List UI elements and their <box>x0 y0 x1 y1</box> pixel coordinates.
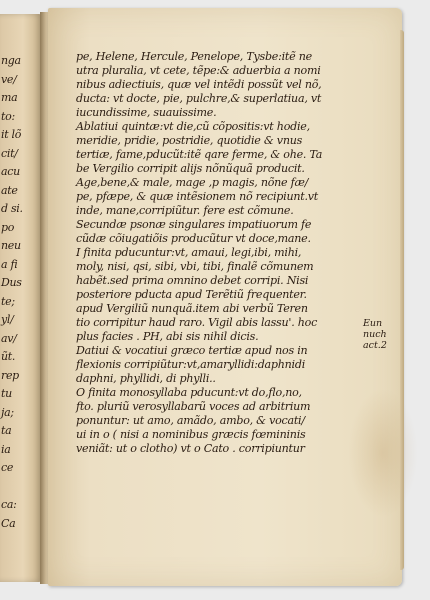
text-line: utra pluralia, vt cete, tẽpe:& aduerbia a nomi <box>76 64 321 77</box>
text-line: flexionis corripiũtur:vt,amaryllidi:daphnidi <box>76 358 306 371</box>
left-page-fragment: ũt. <box>1 350 16 363</box>
marginal-note-line: act.2 <box>363 340 387 351</box>
page-fore-edge <box>400 30 404 570</box>
left-page-fragment: Dus <box>1 276 22 289</box>
text-line: I finita pducuntur:vt, amaui, legi,ibi, mihi, <box>76 246 302 259</box>
text-line: pe, Helene, Hercule, Penelope, Tysbe:itẽ ne <box>76 50 312 63</box>
text-line: habẽt.sed prima omnino debet corripi. Nisi <box>76 274 309 287</box>
text-line: posteriore pducta apud Terẽtiũ frequenter. <box>76 288 307 301</box>
left-page-fragment: ta <box>1 424 12 437</box>
left-page-fragment: ia <box>1 442 11 456</box>
text-line: pe, pfæpe, & quæ intẽsionem nõ recipiunt.vt <box>76 190 318 203</box>
text-line: nibus adiectiuis, quæ vel intẽdi possũt vel nõ, <box>76 78 322 91</box>
left-page-fragment: a fi <box>1 257 18 271</box>
left-page-fragment: d si. <box>1 202 23 215</box>
left-page-fragment: po <box>1 220 15 234</box>
left-page-fragment: av/ <box>1 331 17 345</box>
text-line: ducta: vt docte, pie, pulchre,& superlatiua, vt <box>76 92 322 105</box>
text-line: tertiæ, fame,pducũt:itẽ qare ferme, & ohe. Ta <box>76 148 323 161</box>
text-line: plus facies . PH, abi sis nihil dicis. <box>76 330 259 343</box>
marginal-note-line: Eun <box>363 318 383 329</box>
text-line: Age,bene,& male, mage ,p magis, nõne fæ/ <box>76 176 309 189</box>
text-line: fto. pluriũ verosyllabarũ voces ad arbitrium <box>76 400 311 413</box>
left-page-fragment: nga <box>1 54 21 67</box>
left-page-fragment: ate <box>1 183 18 197</box>
left-page-fragment: te; <box>1 294 15 308</box>
book-page <box>48 8 402 586</box>
text-line: Secundæ psonæ singulares impatiuorum fe <box>76 218 312 231</box>
left-page-fragment: yl/ <box>1 313 14 326</box>
left-page-edge <box>0 14 42 582</box>
left-page-fragment: ja; <box>1 405 14 419</box>
left-page-fragment: ca: <box>1 498 17 511</box>
text-line: veniãt: ut o clotho) vt o Cato . corripiuntur <box>76 442 305 455</box>
text-line: cũdæ cõiugatiõis producũtur vt doce,mane. <box>76 232 311 245</box>
left-page-fragment: it lõ <box>1 128 22 141</box>
text-line: meridie, pridie, postridie, quotidie & vnus <box>76 134 303 147</box>
left-page-fragment: to: <box>1 109 15 123</box>
text-line: apud Vergiliũ nunquã.item abi verbũ Teren <box>76 302 308 315</box>
text-line: Ablatiui quintæ:vt die,cũ cõpositis:vt hodie, <box>76 120 310 133</box>
text-line: ponuntur: ut amo, amãdo, ambo, & vocati/ <box>76 414 305 427</box>
text-line: tio corripitur haud raro. Vigil abis lassu'. hoc <box>76 316 318 329</box>
marginal-note-line: nuch <box>363 329 387 340</box>
left-page-fragment: ma <box>1 91 18 104</box>
left-page-fragment: cit/ <box>1 146 18 160</box>
text-line: Datiui & vocatiui græco tertiæ apud nos in <box>76 344 308 357</box>
page-text-block <box>76 50 386 456</box>
left-page-fragment: neu <box>1 239 21 252</box>
text-line: moly, nisi, qsi, sibi, vbi, tibi, finalẽ cõmunem <box>76 260 314 273</box>
text-line: daphni, phyllidi, di phylli.. <box>76 372 216 385</box>
text-line: inde, mane,corripiũtur. fere est cõmune. <box>76 204 294 217</box>
left-page-fragment: ve/ <box>1 72 17 86</box>
left-page-fragment: Ca <box>1 516 16 530</box>
text-line: be Vergilio corripit alijs nõnũquã producit. <box>76 162 305 175</box>
left-page-fragment: tu <box>1 387 12 400</box>
text-line: iucundissime, suauissime. <box>76 106 217 119</box>
text-line: ui in o ( nisi a nominibus græcis fœmininis <box>76 428 306 441</box>
left-page-fragment: rep <box>1 368 19 382</box>
left-page-fragment: acu <box>1 165 20 178</box>
text-line: O finita monosyllaba pducunt:vt do,flo,no, <box>76 386 302 399</box>
left-page-fragment: ce <box>1 461 14 474</box>
marginal-note <box>363 318 403 351</box>
